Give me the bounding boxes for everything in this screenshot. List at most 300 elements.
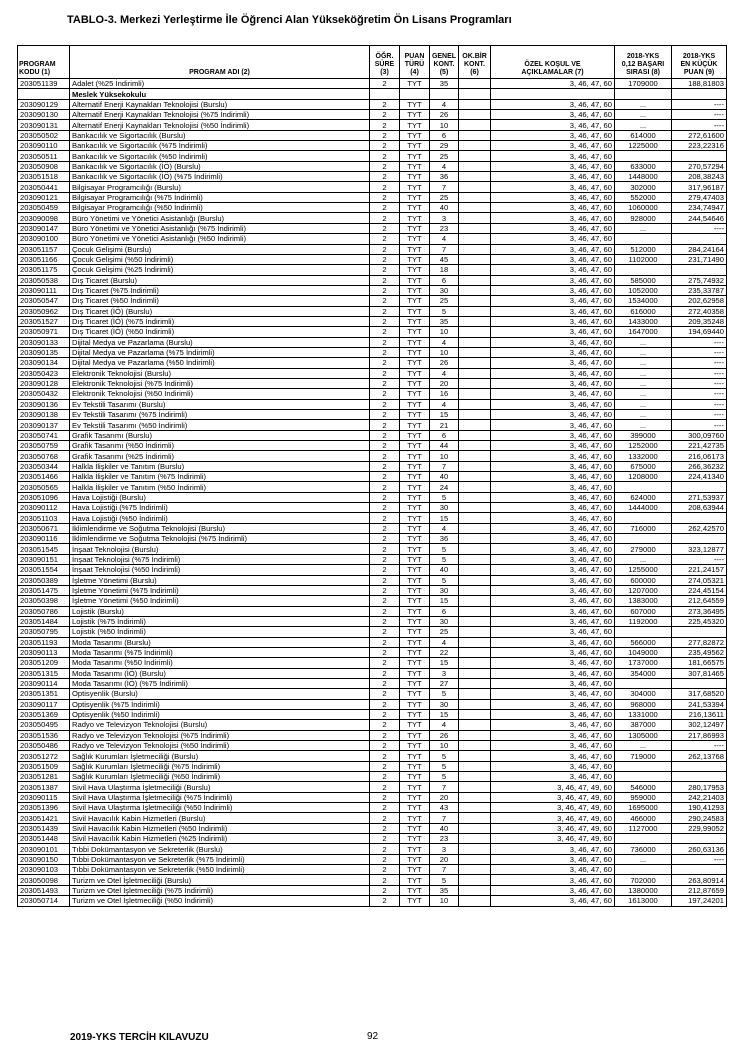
special-conditions-cell: 3, 46, 47, 60 (491, 285, 615, 295)
general-quota-cell: 23 (430, 834, 459, 844)
score-type-cell: TYT (400, 844, 430, 854)
program-name-cell: Sivil Havacılık Kabin Hizmetleri (%50 İndirimli) (70, 823, 370, 833)
program-name-cell: Dijital Medya ve Pazarlama (%75 İndirimli) (70, 347, 370, 357)
success-rank-cell (615, 534, 672, 544)
min-score-cell: 223,22316 (672, 141, 727, 151)
okbir-quota-cell (459, 327, 491, 337)
table-row (18, 441, 727, 451)
special-conditions-cell: 3, 46, 47, 49, 60 (491, 834, 615, 844)
success-rank-cell: 1192000 (615, 616, 672, 626)
program-name-cell: Sağlık Kurumları İşletmeciliği (%75 İndirimli) (70, 761, 370, 771)
general-quota-cell: 3 (430, 668, 459, 678)
score-type-cell: TYT (400, 110, 430, 120)
header-line: SIRASI (8) (626, 69, 660, 76)
min-score-cell: ---- (672, 347, 727, 357)
duration-cell: 2 (370, 637, 400, 647)
general-quota-cell: 7 (430, 813, 459, 823)
okbir-quota-cell (459, 410, 491, 420)
success-rank-cell (615, 834, 672, 844)
special-conditions-cell: 3, 46, 47, 60 (491, 534, 615, 544)
min-score-cell: 224,45154 (672, 585, 727, 595)
general-quota-cell: 21 (430, 420, 459, 430)
duration-cell: 2 (370, 523, 400, 533)
min-score-cell: 229,99052 (672, 823, 727, 833)
program-name-cell: Bankacılık ve Sigortacılık (%50 İndirimli) (70, 151, 370, 161)
table-row (18, 316, 727, 326)
score-type-cell: TYT (400, 885, 430, 895)
program-code-cell: 203050389 (18, 575, 70, 585)
score-type-cell: TYT (400, 627, 430, 637)
program-name-cell: Sivil Hava Ulaştırma İşletmeciliği (%75 İndirimli) (70, 792, 370, 802)
score-type-cell: TYT (400, 79, 430, 89)
program-code-cell: 203090115 (18, 792, 70, 802)
success-rank-cell (615, 89, 672, 99)
program-code-cell: 203051281 (18, 772, 70, 782)
success-rank-cell: 600000 (615, 575, 672, 585)
duration-cell: 2 (370, 585, 400, 595)
duration-cell: 2 (370, 234, 400, 244)
duration-cell: 2 (370, 782, 400, 792)
general-quota-cell: 6 (430, 130, 459, 140)
table-row (18, 254, 727, 264)
success-rank-cell: 614000 (615, 130, 672, 140)
header-basari-sirasi (615, 46, 672, 79)
duration-cell: 2 (370, 441, 400, 451)
success-rank-cell: ... (615, 358, 672, 368)
score-type-cell: TYT (400, 865, 430, 875)
success-rank-cell: ... (615, 378, 672, 388)
duration-cell: 2 (370, 813, 400, 823)
min-score-cell: 277,82872 (672, 637, 727, 647)
program-name-cell: Hava Lojistiği (%75 İndirimli) (70, 503, 370, 513)
program-name-cell: Elektronik Teknolojisi (%50 İndirimli) (70, 389, 370, 399)
general-quota-cell: 3 (430, 844, 459, 854)
score-type-cell: TYT (400, 896, 430, 906)
general-quota-cell: 10 (430, 327, 459, 337)
general-quota-cell: 4 (430, 161, 459, 171)
program-name-cell: Dış Ticaret (%50 İndirimli) (70, 296, 370, 306)
table-row (18, 399, 727, 409)
okbir-quota-cell (459, 234, 491, 244)
header-line: (6) (470, 69, 479, 76)
table-row (18, 699, 727, 709)
header-puan-turu (400, 46, 430, 79)
table-row (18, 709, 727, 719)
min-score-cell: ---- (672, 337, 727, 347)
score-type-cell: TYT (400, 585, 430, 595)
program-code-cell: 203050511 (18, 151, 70, 161)
duration-cell: 2 (370, 99, 400, 109)
duration-cell: 2 (370, 182, 400, 192)
okbir-quota-cell (459, 254, 491, 264)
special-conditions-cell: 3, 46, 47, 60 (491, 678, 615, 688)
special-conditions-cell: 3, 46, 47, 60 (491, 720, 615, 730)
duration-cell: 2 (370, 730, 400, 740)
min-score-cell: ---- (672, 399, 727, 409)
general-quota-cell: 15 (430, 410, 459, 420)
table-row (18, 296, 727, 306)
min-score-cell: 262,13768 (672, 751, 727, 761)
program-code-cell: 203050971 (18, 327, 70, 337)
success-rank-cell: 1305000 (615, 730, 672, 740)
special-conditions-cell: 3, 46, 47, 60 (491, 347, 615, 357)
program-code-cell: 203050538 (18, 275, 70, 285)
okbir-quota-cell (459, 647, 491, 657)
table-row (18, 720, 727, 730)
program-code-cell: 203050398 (18, 596, 70, 606)
general-quota-cell: 26 (430, 110, 459, 120)
table-row (18, 389, 727, 399)
success-rank-cell: 302000 (615, 182, 672, 192)
program-code-cell: 203050759 (18, 441, 70, 451)
okbir-quota-cell (459, 865, 491, 875)
min-score-cell: 270,57294 (672, 161, 727, 171)
program-code-cell: 203051103 (18, 513, 70, 523)
table-row (18, 844, 727, 854)
program-code-cell: 203050795 (18, 627, 70, 637)
program-code-cell: 203090131 (18, 120, 70, 130)
min-score-cell: 244,54646 (672, 213, 727, 223)
okbir-quota-cell (459, 885, 491, 895)
program-code-cell: 203090130 (18, 110, 70, 120)
duration-cell: 2 (370, 761, 400, 771)
special-conditions-cell: 3, 46, 47, 60 (491, 472, 615, 482)
program-name-cell: Bankacılık ve Sigortacılık (%75 İndirimli) (70, 141, 370, 151)
duration-cell: 2 (370, 658, 400, 668)
table-row (18, 668, 727, 678)
program-code-cell: 203051396 (18, 803, 70, 813)
okbir-quota-cell (459, 316, 491, 326)
program-name-cell: İnşaat Teknolojisi (%50 İndirimli) (70, 565, 370, 575)
success-rank-cell: 1052000 (615, 285, 672, 295)
special-conditions-cell: 3, 46, 47, 60 (491, 885, 615, 895)
success-rank-cell: 354000 (615, 668, 672, 678)
score-type-cell: TYT (400, 772, 430, 782)
table-row (18, 378, 727, 388)
general-quota-cell: 40 (430, 565, 459, 575)
program-name-cell: İşletme Yönetimi (%75 İndirimli) (70, 585, 370, 595)
okbir-quota-cell (459, 79, 491, 89)
program-code-cell: 203051484 (18, 616, 70, 626)
program-name-cell: İnşaat Teknolojisi (%75 İndirimli) (70, 554, 370, 564)
success-rank-cell: 1444000 (615, 503, 672, 513)
min-score-cell: 212,87659 (672, 885, 727, 895)
min-score-cell: 323,12877 (672, 544, 727, 554)
score-type-cell: TYT (400, 782, 430, 792)
score-type-cell: TYT (400, 875, 430, 885)
program-code-cell: 203051175 (18, 265, 70, 275)
min-score-cell: 262,42570 (672, 523, 727, 533)
program-code-cell: 203050741 (18, 430, 70, 440)
header-line: OK.BİR (462, 53, 487, 60)
score-type-cell: TYT (400, 120, 430, 130)
header-line: KONT. (464, 61, 485, 68)
okbir-quota-cell (459, 709, 491, 719)
success-rank-cell: 1737000 (615, 658, 672, 668)
program-code-cell: 203050423 (18, 368, 70, 378)
okbir-quota-cell (459, 751, 491, 761)
general-quota-cell: 30 (430, 503, 459, 513)
duration-cell: 2 (370, 875, 400, 885)
success-rank-cell: 566000 (615, 637, 672, 647)
special-conditions-cell: 3, 46, 47, 60 (491, 482, 615, 492)
program-name-cell: Moda Tasarımı (Burslu) (70, 637, 370, 647)
score-type-cell: TYT (400, 430, 430, 440)
success-rank-cell: 928000 (615, 213, 672, 223)
okbir-quota-cell (459, 399, 491, 409)
special-conditions-cell: 3, 46, 47, 60 (491, 130, 615, 140)
score-type-cell: TYT (400, 99, 430, 109)
success-rank-cell: ... (615, 99, 672, 109)
score-type-cell: TYT (400, 513, 430, 523)
success-rank-cell: 466000 (615, 813, 672, 823)
table-row (18, 678, 727, 688)
program-name-cell: Dış Ticaret (İÖ) (Burslu) (70, 306, 370, 316)
min-score-cell: 181,66575 (672, 658, 727, 668)
okbir-quota-cell (459, 637, 491, 647)
okbir-quota-cell (459, 482, 491, 492)
min-score-cell: 273,36495 (672, 606, 727, 616)
general-quota-cell: 4 (430, 637, 459, 647)
score-type-cell: TYT (400, 596, 430, 606)
special-conditions-cell: 3, 46, 47, 60 (491, 761, 615, 771)
program-name-cell: Bankacılık ve Sigortacılık (İÖ) (%75 İndirimli) (70, 172, 370, 182)
program-code-cell: 203090111 (18, 285, 70, 295)
score-type-cell: TYT (400, 451, 430, 461)
program-code-cell: 203051272 (18, 751, 70, 761)
min-score-cell: 300,09760 (672, 430, 727, 440)
special-conditions-cell: 3, 46, 47, 60 (491, 606, 615, 616)
okbir-quota-cell (459, 782, 491, 792)
header-line: PROGRAM (19, 61, 56, 68)
program-code-cell: 203090103 (18, 865, 70, 875)
header-line: KONT. (433, 61, 455, 68)
special-conditions-cell: 3, 46, 47, 60 (491, 244, 615, 254)
duration-cell: 2 (370, 337, 400, 347)
special-conditions-cell: 3, 46, 47, 60 (491, 523, 615, 533)
score-type-cell: TYT (400, 554, 430, 564)
special-conditions-cell: 3, 46, 47, 60 (491, 110, 615, 120)
table-row (18, 244, 727, 254)
program-code-cell: 203051139 (18, 79, 70, 89)
okbir-quota-cell (459, 378, 491, 388)
program-name-cell: Sivil Havacılık Kabin Hizmetleri (Burslu) (70, 813, 370, 823)
duration-cell: 2 (370, 254, 400, 264)
min-score-cell: ---- (672, 389, 727, 399)
program-name-cell: Optisyenlik (%75 İndirimli) (70, 699, 370, 709)
general-quota-cell: 24 (430, 482, 459, 492)
success-rank-cell: 1332000 (615, 451, 672, 461)
okbir-quota-cell (459, 544, 491, 554)
header-okbir-kont (459, 46, 491, 79)
min-score-cell: 317,96187 (672, 182, 727, 192)
okbir-quota-cell (459, 823, 491, 833)
min-score-cell: ---- (672, 358, 727, 368)
program-name-cell: Bilgisayar Programcılığı (%50 İndirimli) (70, 203, 370, 213)
program-code-cell: 203090098 (18, 213, 70, 223)
table-row (18, 544, 727, 554)
okbir-quota-cell (459, 585, 491, 595)
program-code-cell: 203050565 (18, 482, 70, 492)
special-conditions-cell: 3, 46, 47, 60 (491, 585, 615, 595)
success-rank-cell (615, 761, 672, 771)
min-score-cell (672, 265, 727, 275)
duration-cell: 2 (370, 772, 400, 782)
score-type-cell: TYT (400, 523, 430, 533)
general-quota-cell: 26 (430, 730, 459, 740)
special-conditions-cell: 3, 46, 47, 60 (491, 151, 615, 161)
okbir-quota-cell (459, 296, 491, 306)
program-code-cell: 203050502 (18, 130, 70, 140)
header-line: 2018-YKS (626, 53, 660, 60)
program-code-cell: 203050098 (18, 875, 70, 885)
score-type-cell: TYT (400, 720, 430, 730)
special-conditions-cell: 3, 46, 47, 60 (491, 875, 615, 885)
table-header-row (18, 46, 727, 79)
okbir-quota-cell (459, 306, 491, 316)
program-code-cell: 203051157 (18, 244, 70, 254)
program-code-cell: 203050768 (18, 451, 70, 461)
program-name-cell: Turizm ve Otel İşletmeciliği (%50 İndirimli) (70, 896, 370, 906)
duration-cell (370, 89, 400, 99)
special-conditions-cell: 3, 46, 47, 60 (491, 172, 615, 182)
table-row (18, 161, 727, 171)
score-type-cell: TYT (400, 130, 430, 140)
special-conditions-cell: 3, 46, 47, 60 (491, 358, 615, 368)
min-score-cell: 216,13611 (672, 709, 727, 719)
header-ogr-sure (370, 46, 400, 79)
okbir-quota-cell (459, 678, 491, 688)
program-code-cell: 203050344 (18, 461, 70, 471)
special-conditions-cell: 3, 46, 47, 60 (491, 699, 615, 709)
program-name-cell: Dış Ticaret (Burslu) (70, 275, 370, 285)
duration-cell: 2 (370, 668, 400, 678)
special-conditions-cell: 3, 46, 47, 60 (491, 337, 615, 347)
okbir-quota-cell (459, 720, 491, 730)
duration-cell: 2 (370, 130, 400, 140)
okbir-quota-cell (459, 761, 491, 771)
min-score-cell: 225,45320 (672, 616, 727, 626)
duration-cell: 2 (370, 358, 400, 368)
duration-cell: 2 (370, 854, 400, 864)
min-score-cell: 235,33787 (672, 285, 727, 295)
table-row (18, 885, 727, 895)
okbir-quota-cell (459, 347, 491, 357)
program-name-cell: Elektronik Teknolojisi (Burslu) (70, 368, 370, 378)
table-row (18, 223, 727, 233)
table-row (18, 451, 727, 461)
program-name-cell: Lojistik (Burslu) (70, 606, 370, 616)
table-row (18, 772, 727, 782)
special-conditions-cell: 3, 46, 47, 49, 60 (491, 823, 615, 833)
header-en-kucuk-puan (672, 46, 727, 79)
okbir-quota-cell (459, 389, 491, 399)
success-rank-cell: 1448000 (615, 172, 672, 182)
page-number: 92 (367, 1031, 379, 1042)
success-rank-cell: 1255000 (615, 565, 672, 575)
program-code-cell: 203051387 (18, 782, 70, 792)
program-name-cell: Alternatif Enerji Kaynakları Teknolojisi (%75 İndirimli) (70, 110, 370, 120)
program-code-cell: 203090133 (18, 337, 70, 347)
success-rank-cell (615, 678, 672, 688)
program-code-cell: 203090116 (18, 534, 70, 544)
special-conditions-cell: 3, 46, 47, 60 (491, 79, 615, 89)
program-code-cell: 203051315 (18, 668, 70, 678)
duration-cell: 2 (370, 110, 400, 120)
table-row (18, 565, 727, 575)
duration-cell: 2 (370, 616, 400, 626)
program-name-cell: Bilgisayar Programcılığı (%75 İndirimli) (70, 192, 370, 202)
score-type-cell: TYT (400, 792, 430, 802)
program-name-cell: Ev Tekstili Tasarımı (Burslu) (70, 399, 370, 409)
general-quota-cell: 30 (430, 699, 459, 709)
okbir-quota-cell (459, 337, 491, 347)
min-score-cell: 302,12497 (672, 720, 727, 730)
special-conditions-cell: 3, 46, 47, 60 (491, 627, 615, 637)
general-quota-cell: 15 (430, 513, 459, 523)
okbir-quota-cell (459, 741, 491, 751)
okbir-quota-cell (459, 534, 491, 544)
general-quota-cell: 10 (430, 741, 459, 751)
general-quota-cell: 35 (430, 885, 459, 895)
score-type-cell: TYT (400, 565, 430, 575)
program-code-cell: 203090151 (18, 554, 70, 564)
score-type-cell: TYT (400, 203, 430, 213)
table-row (18, 213, 727, 223)
duration-cell: 2 (370, 606, 400, 616)
okbir-quota-cell (459, 492, 491, 502)
okbir-quota-cell (459, 772, 491, 782)
score-type-cell: TYT (400, 730, 430, 740)
general-quota-cell: 36 (430, 534, 459, 544)
table-row (18, 492, 727, 502)
program-code-cell: 203050432 (18, 389, 70, 399)
okbir-quota-cell (459, 99, 491, 109)
min-score-cell (672, 627, 727, 637)
success-rank-cell: 719000 (615, 751, 672, 761)
general-quota-cell: 40 (430, 472, 459, 482)
table-row (18, 275, 727, 285)
okbir-quota-cell (459, 792, 491, 802)
okbir-quota-cell (459, 89, 491, 99)
success-rank-cell (615, 151, 672, 161)
table-row (18, 410, 727, 420)
special-conditions-cell: 3, 46, 47, 60 (491, 192, 615, 202)
duration-cell: 2 (370, 472, 400, 482)
score-type-cell: TYT (400, 854, 430, 864)
min-score-cell (672, 234, 727, 244)
special-conditions-cell: 3, 46, 47, 60 (491, 213, 615, 223)
special-conditions-cell: 3, 46, 47, 60 (491, 420, 615, 430)
duration-cell: 2 (370, 203, 400, 213)
special-conditions-cell: 3, 46, 47, 60 (491, 730, 615, 740)
okbir-quota-cell (459, 813, 491, 823)
score-type-cell: TYT (400, 503, 430, 513)
general-quota-cell: 26 (430, 358, 459, 368)
duration-cell: 2 (370, 244, 400, 254)
general-quota-cell: 10 (430, 896, 459, 906)
special-conditions-cell: 3, 46, 47, 60 (491, 751, 615, 761)
min-score-cell: ---- (672, 110, 727, 120)
duration-cell: 2 (370, 161, 400, 171)
score-type-cell: TYT (400, 234, 430, 244)
program-code-cell: 203090114 (18, 678, 70, 688)
score-type-cell: TYT (400, 534, 430, 544)
min-score-cell: 241,53394 (672, 699, 727, 709)
special-conditions-cell: 3, 46, 47, 60 (491, 596, 615, 606)
program-name-cell: Tıbbi Dokümantasyon ve Sekreterlik (%75 İndirimli) (70, 854, 370, 864)
success-rank-cell: 1380000 (615, 885, 672, 895)
